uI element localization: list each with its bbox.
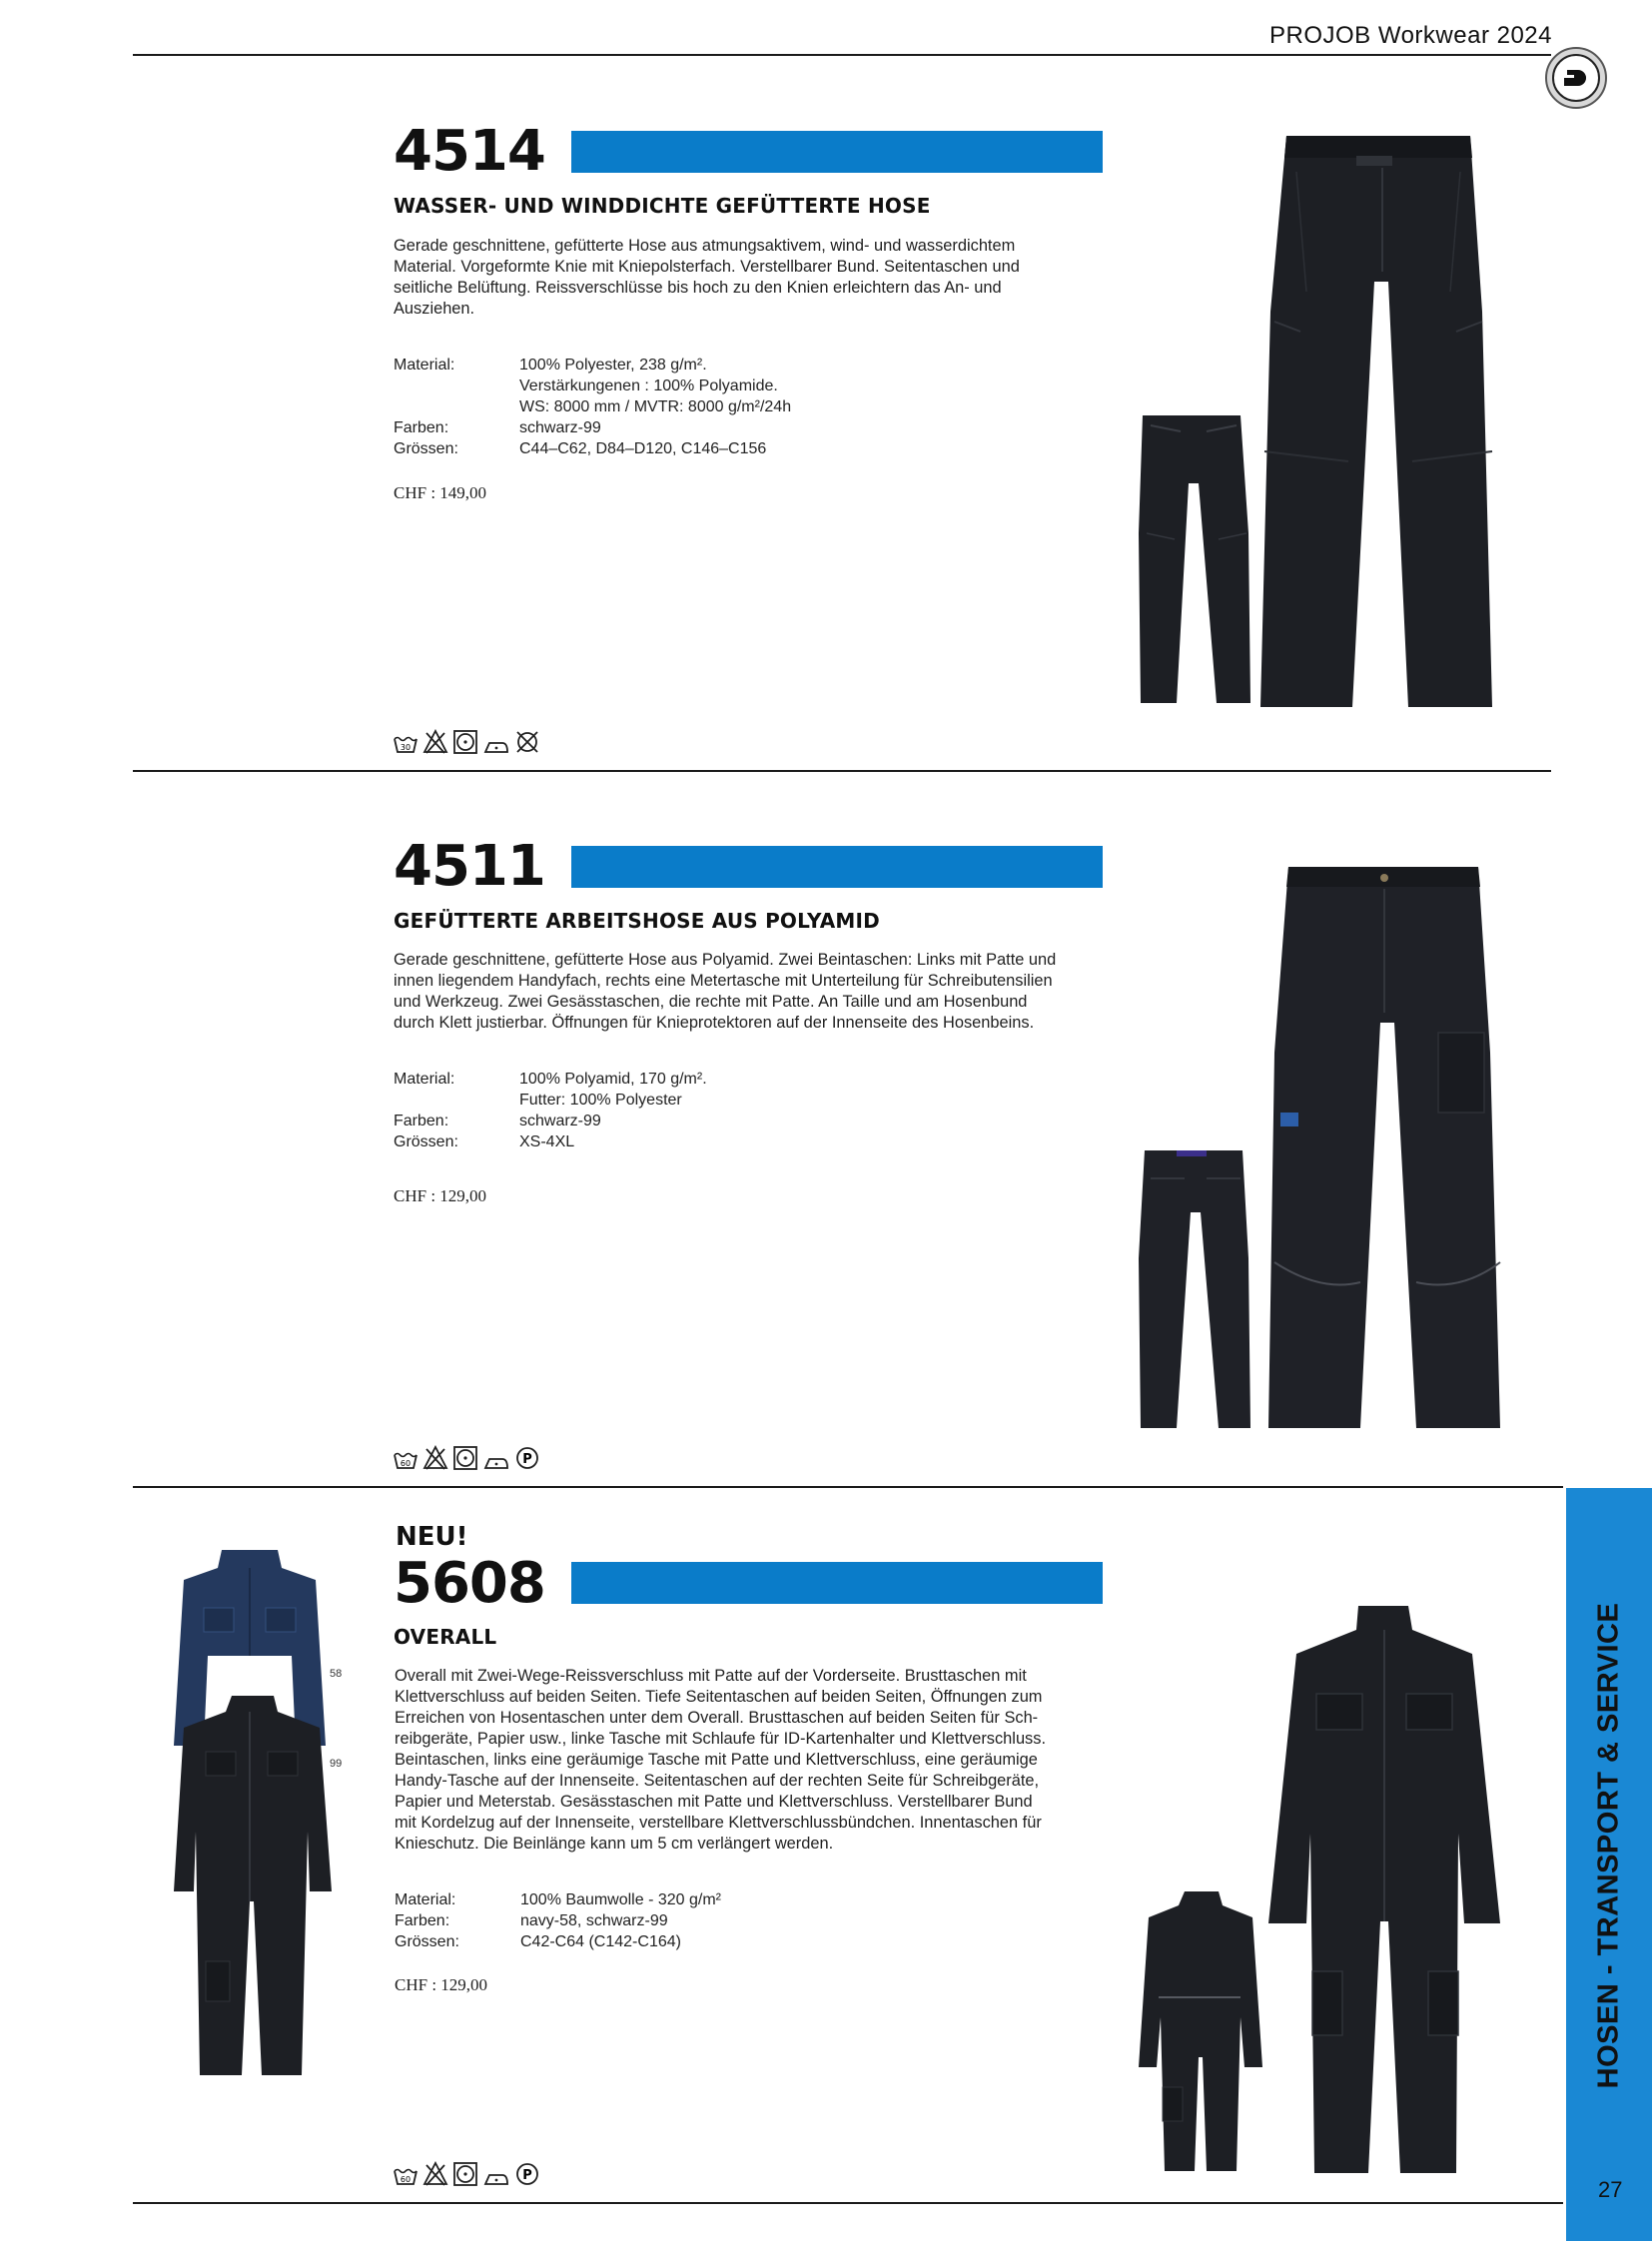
product-price: CHF : 129,00 <box>394 1186 487 1205</box>
sizes-label: Grössen: <box>394 440 458 457</box>
section-divider <box>133 1486 1563 1488</box>
sizes-label: Grössen: <box>395 1933 459 1950</box>
no-dryclean-icon <box>514 729 540 755</box>
care-symbols <box>393 2159 540 2187</box>
colors-value: schwarz-99 <box>519 419 601 436</box>
dryclean-p-icon <box>514 2161 540 2187</box>
wash-60-icon <box>393 1449 418 1471</box>
material-value: 100% Polyamid, 170 g/m². <box>519 1071 707 1088</box>
dryclean-p-icon <box>514 1445 540 1471</box>
product-price: CHF : 149,00 <box>394 483 487 502</box>
description-line: Papier und Meterstab. Gesässtaschen mit Patte und Klettverschluss. Verstellbarer Bund <box>395 1793 1033 1811</box>
description-line: durch Klett justierbar. Öffnungen für Knieprotektoren auf der Innenseite des Hosenbeins. <box>394 1014 1035 1032</box>
description-line: Handy-Tasche auf der Innenseite. Seitentaschen auf der rechten Seite für Schreibgeräte, <box>395 1772 1040 1790</box>
description-line: Beintaschen, links eine geräumige Tasche mit Patte und Klettverschluss, eine geräumige <box>395 1751 1038 1769</box>
product-title: WASSER- UND WINDDICHTE GEFÜTTERTE HOSE <box>394 194 931 218</box>
wash-30-icon <box>393 733 418 755</box>
product-image-back <box>1137 1148 1256 1434</box>
sizes-value: XS-4XL <box>519 1133 575 1150</box>
colors-label: Farben: <box>394 419 449 436</box>
care-symbols <box>393 727 540 755</box>
catalog-title: PROJOB Workwear 2024 <box>1269 22 1552 49</box>
color-code-black: 99 <box>330 1758 343 1770</box>
material-label: Material: <box>395 1891 456 1908</box>
svg-text:60: 60 <box>400 2175 412 2184</box>
material-label: Material: <box>394 357 455 374</box>
description-line: Klettverschluss auf beiden Seiten. Tiefe Seitentaschen auf beiden Seiten, Öffnungen zum <box>395 1688 1043 1706</box>
product-specs <box>394 355 919 459</box>
description-line: Material. Vorgeformte Knie mit Kniepolsterfach. Verstellbarer Bund. Seitentaschen und <box>394 258 1020 276</box>
description-line: seitliche Belüftung. Reissverschlüsse bis hoch zu den Knien erleichtern das An- und <box>394 279 1002 297</box>
gd-logo-icon <box>1544 46 1608 110</box>
product-price: CHF : 129,00 <box>395 1975 488 1994</box>
footer-rule <box>133 2202 1563 2204</box>
sizes-value: C42-C64 (C142-C164) <box>520 1933 681 1950</box>
product-specs <box>395 1889 920 1952</box>
description-line: Knieschutz. Die Beinlänge kann um 5 cm verlängert werden. <box>395 1835 834 1853</box>
product-title: GEFÜTTERTE ARBEITSHOSE AUS POLYAMID <box>394 909 880 933</box>
product-image-front <box>1260 863 1510 1432</box>
wash-60-icon <box>393 2165 418 2187</box>
material-value: WS: 8000 mm / MVTR: 8000 g/m²/24h <box>519 398 792 415</box>
material-value: 100% Polyester, 238 g/m². <box>519 357 707 374</box>
svg-text:P: P <box>522 2168 532 2183</box>
svg-text:P: P <box>522 1452 532 1467</box>
product-image-front <box>1256 132 1506 715</box>
product-accent-bar <box>571 1562 1103 1604</box>
new-badge: NEU! <box>396 1522 468 1552</box>
material-value: Verstärkungenen : 100% Polyamide. <box>519 377 778 394</box>
header-rule <box>133 54 1551 56</box>
description-line: und Werkzeug. Zwei Gesässtaschen, die rechte mit Patte. An Taille und am Hosenbund <box>394 993 1028 1011</box>
colors-label: Farben: <box>394 1113 449 1129</box>
product-description <box>394 950 1113 1034</box>
iron-low-icon <box>482 735 510 755</box>
section-divider <box>133 770 1551 772</box>
product-sku: 4511 <box>394 834 545 899</box>
product-specs <box>394 1069 919 1152</box>
product-accent-bar <box>571 846 1103 888</box>
colors-value: navy-58, schwarz-99 <box>520 1912 668 1929</box>
tumble-dry-low-icon <box>452 729 478 755</box>
section-tab-label: HOSEN - TRANSPORT & SERVICE <box>1592 1602 1625 2089</box>
iron-low-icon <box>482 2167 510 2187</box>
description-line: Erreichen von Hosentaschen unter dem Overall. Brusttaschen auf beiden Seiten für Sch- <box>395 1709 1039 1727</box>
product-description <box>394 236 1113 320</box>
product-image-back <box>1137 413 1256 713</box>
description-line: Ausziehen. <box>394 300 475 318</box>
product-title: OVERALL <box>394 1625 497 1649</box>
no-bleach-icon <box>422 729 448 755</box>
sizes-value: C44–C62, D84–D120, C146–C156 <box>519 440 767 457</box>
description-line: innen liegendem Handyfach, rechts eine Metertasche mit Unterteilung für Schreibutensilien <box>394 972 1053 990</box>
product-image-back <box>1137 1887 1264 2177</box>
page-number: 27 <box>1598 2177 1623 2202</box>
care-symbols <box>393 1443 540 1471</box>
description-line: mit Kordelzug auf der Innenseite, verstellbare Klettverschlussbündchen. Innentaschen für <box>395 1814 1042 1832</box>
colors-value: schwarz-99 <box>519 1113 601 1129</box>
colors-label: Farben: <box>395 1912 450 1929</box>
svg-text:30: 30 <box>400 743 412 752</box>
product-description <box>395 1666 1114 1855</box>
color-code-navy: 58 <box>330 1668 343 1680</box>
material-label: Material: <box>394 1071 455 1088</box>
product-sku: 4514 <box>394 119 545 184</box>
description-line: Gerade geschnittene, gefütterte Hose aus Polyamid. Zwei Beintaschen: Links mit Patte und <box>394 951 1057 969</box>
product-accent-bar <box>571 131 1103 173</box>
description-line: Overall mit Zwei-Wege-Reissverschluss mit Patte auf der Vorderseite. Brusttaschen mit <box>395 1667 1027 1685</box>
tumble-dry-low-icon <box>452 2161 478 2187</box>
material-value: 100% Baumwolle - 320 g/m² <box>520 1891 721 1908</box>
color-variant-black-image <box>170 1692 336 2081</box>
tumble-dry-low-icon <box>452 1445 478 1471</box>
svg-text:60: 60 <box>400 1459 412 1468</box>
iron-low-icon <box>482 1451 510 1471</box>
sizes-label: Grössen: <box>394 1133 458 1150</box>
description-line: Gerade geschnittene, gefütterte Hose aus atmungsaktivem, wind- und wasserdichtem <box>394 237 1016 255</box>
no-bleach-icon <box>422 1445 448 1471</box>
description-line: reibgeräte, Papier usw., linke Tasche mit Schlaufe für ID-Kartenhalter und Klettverschluss. <box>395 1730 1046 1748</box>
no-bleach-icon <box>422 2161 448 2187</box>
product-image-front <box>1260 1602 1510 2177</box>
material-value: Futter: 100% Polyester <box>519 1092 682 1109</box>
product-sku: 5608 <box>394 1551 545 1616</box>
